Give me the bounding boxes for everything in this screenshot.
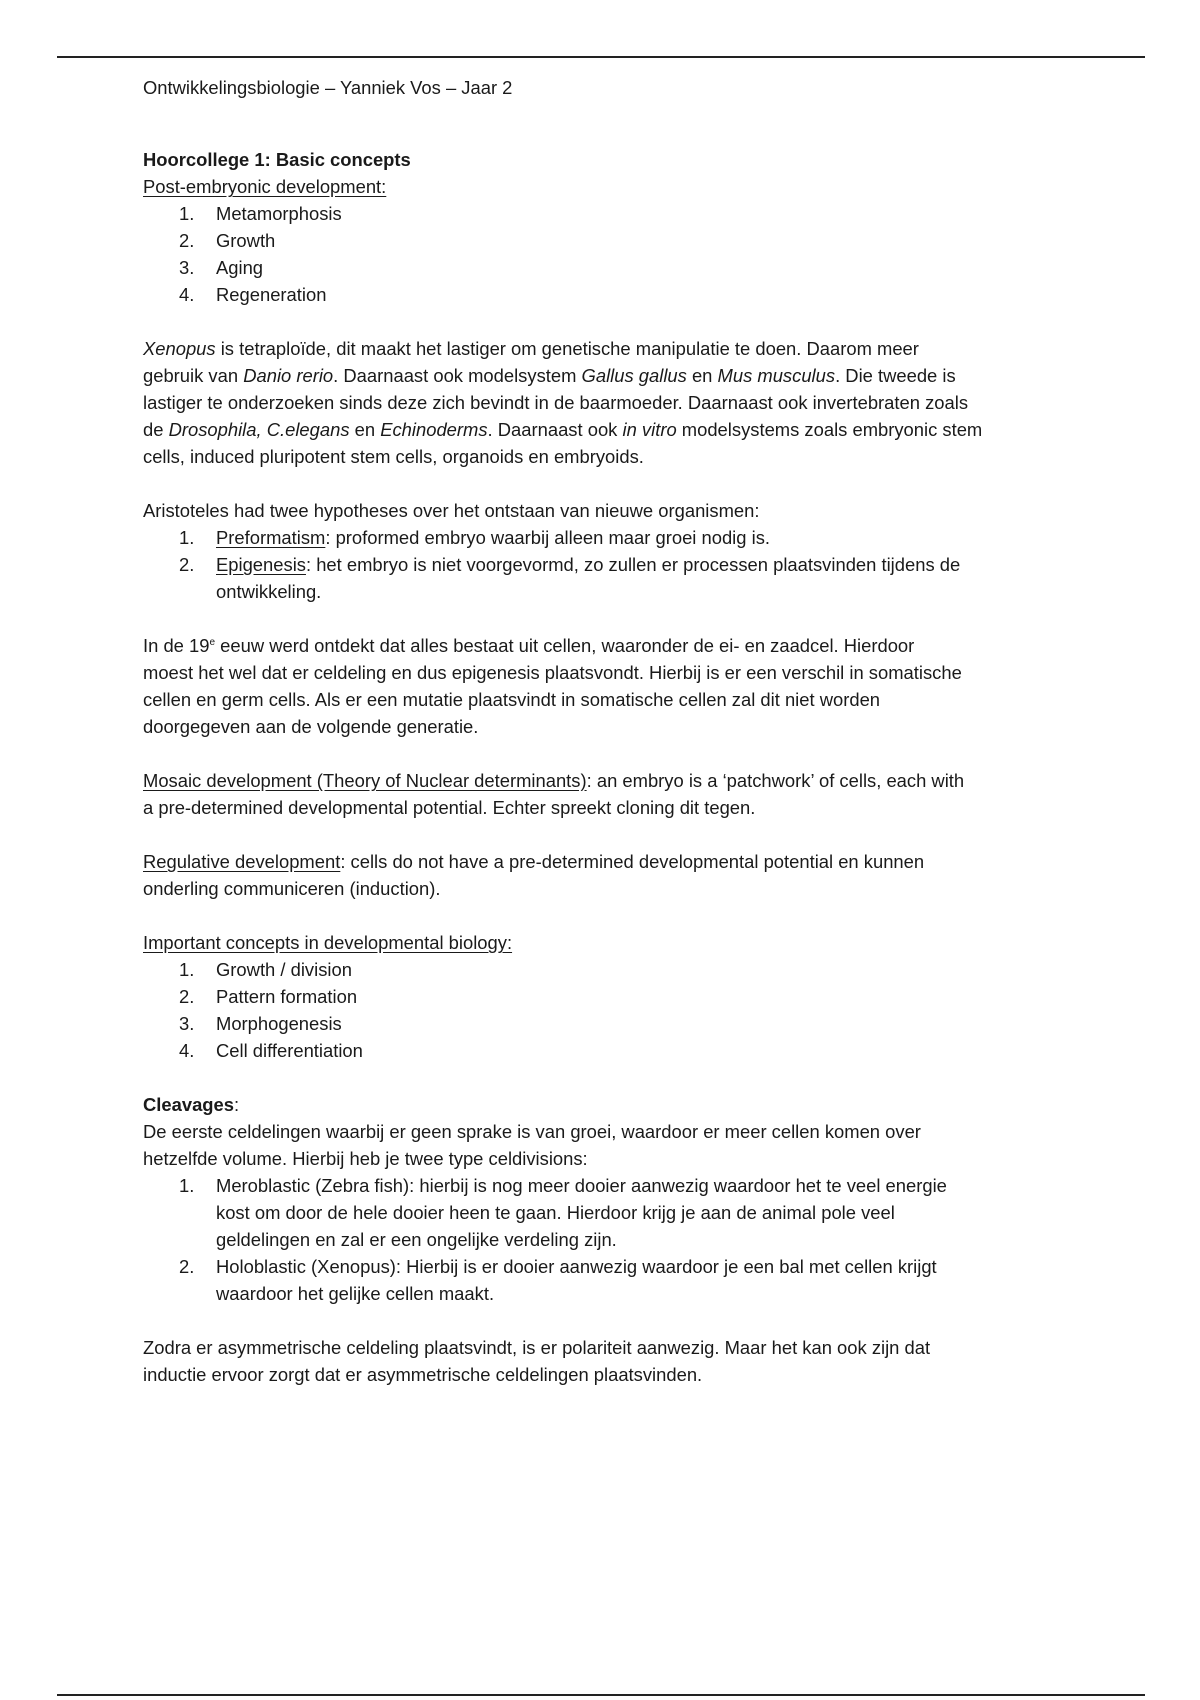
asymmetry-paragraph: Zodra er asymmetrische celdeling plaatsvindt, is er polariteit aanwezig. Maar het kan ook zijn dat inductie ervoor zorgt dat er asymmetrische celdelingen plaatsvinden. bbox=[143, 1337, 931, 1385]
list-item: 2. Epigenesis: het embryo is niet voorgevormd, zo zullen er processen plaatsvinden tijdens de ontwikkeling. bbox=[179, 554, 961, 602]
celdivisions-list bbox=[143, 1172, 1073, 1307]
list-item: 1. Preformatism: proformed embryo waarbij alleen maar groei nodig is. bbox=[179, 527, 770, 548]
paragraph-line: Xenopus is tetraploïde, dit maakt het lastiger om genetische manipulatie te doen. Daarom meer bbox=[143, 338, 919, 359]
italic-term: in vitro bbox=[622, 419, 677, 440]
concepts-heading: Important concepts in developmental biology: bbox=[143, 932, 513, 953]
cells-paragraph: In de 19e eeuw werd ontdekt dat alles bestaat uit cellen, waaronder de ei- en zaadcel. Hierdoor moest het wel dat er celdeling en dus epigenesis plaatsvondt. Hierbij is er een verschil in somatische cellen en germ cells. Als er een mutatie plaatsvindt in somatische cellen zal dit niet worden doorgegeven aan de volgende generatie. bbox=[143, 635, 962, 737]
cleavages-heading: Cleavages: bbox=[143, 1094, 240, 1115]
post-embryonic-list bbox=[143, 200, 1073, 308]
epigenesis-term: Epigenesis bbox=[216, 554, 306, 575]
paragraph-line: de Drosophila, C.elegans en Echinoderms. Daarnaast ook in vitro modelsystems zoals embryonic stem bbox=[143, 419, 983, 440]
paragraph-line: De eerste celdelingen waarbij er geen sprake is van groei, waardoor er meer cellen komen over bbox=[143, 1121, 921, 1142]
italic-term: Danio rerio bbox=[243, 365, 334, 386]
document-header: Ontwikkelingsbiologie – Yanniek Vos – Jaar 2 bbox=[143, 77, 513, 98]
list-item: 4. Cell differentiation bbox=[179, 1040, 363, 1061]
list-item: 2. Holoblastic (Xenopus): Hierbij is er dooier aanwezig waardoor je een bal met cellen krijgt waardoor het gelijke cellen maakt. bbox=[179, 1256, 937, 1304]
list-item: 2. Growth bbox=[179, 230, 276, 251]
model-organisms-paragraph bbox=[143, 335, 1073, 470]
list-item: 2. Pattern formation bbox=[179, 986, 358, 1007]
hypotheses-list bbox=[143, 524, 1073, 605]
italic-term: Echinoderms bbox=[380, 419, 488, 440]
bottom-rule bbox=[57, 1694, 1145, 1696]
post-embryonic-heading: Post-embryonic development: bbox=[143, 176, 387, 197]
paragraph-line: gebruik van Danio rerio. Daarnaast ook modelsystem Gallus gallus en Mus musculus. Die tweede is bbox=[143, 365, 956, 386]
aristoteles-intro: Aristoteles had twee hypotheses over het ontstaan van nieuwe organismen: bbox=[143, 500, 760, 521]
italic-term: Drosophila, C.elegans bbox=[168, 419, 350, 440]
list-item: 1. Meroblastic (Zebra fish): hierbij is nog meer dooier aanwezig waardoor het te veel energie kost om door de hele dooier heen te gaan. Hierdoor krijg je aan de animal pole veel geldelingen en zal er een ongelijke verdeling zijn. bbox=[179, 1175, 947, 1250]
preformatism-term: Preformatism bbox=[216, 527, 326, 548]
italic-term: Gallus gallus bbox=[581, 365, 687, 386]
top-rule bbox=[57, 56, 1145, 58]
list-item: 4. Regeneration bbox=[179, 284, 327, 305]
list-item: 1. Growth / division bbox=[179, 959, 352, 980]
list-item: 1. Metamorphosis bbox=[179, 203, 342, 224]
regulative-paragraph: Regulative development: cells do not have a pre-determined developmental potential en kunnen onderling communiceren (induction). bbox=[143, 851, 925, 899]
lecture-title: Hoorcollege 1: Basic concepts bbox=[143, 149, 411, 170]
mosaic-term: Mosaic development (Theory of Nuclear determinants) bbox=[143, 770, 587, 791]
paragraph-line: hetzelfde volume. Hierbij heb je twee type celdivisions: bbox=[143, 1148, 588, 1169]
italic-term: Mus musculus bbox=[717, 365, 836, 386]
regulative-term: Regulative development bbox=[143, 851, 341, 872]
list-item: 3. Morphogenesis bbox=[179, 1013, 342, 1034]
list-item: 3. Aging bbox=[179, 257, 264, 278]
mosaic-paragraph: Mosaic development (Theory of Nuclear determinants): an embryo is a ‘patchwork’ of cells, each with a pre-determined developmental potential. Echter spreekt cloning dit tegen. bbox=[143, 770, 965, 818]
paragraph-line: cells, induced pluripotent stem cells, organoids en embryoids. bbox=[143, 446, 644, 467]
concepts-list bbox=[143, 956, 1073, 1064]
paragraph-line: lastiger te onderzoeken sinds deze zich bevindt in de baarmoeder. Daarnaast ook invertebraten zoals bbox=[143, 392, 969, 413]
document-page bbox=[143, 74, 1073, 1388]
italic-term: Xenopus bbox=[143, 338, 216, 359]
